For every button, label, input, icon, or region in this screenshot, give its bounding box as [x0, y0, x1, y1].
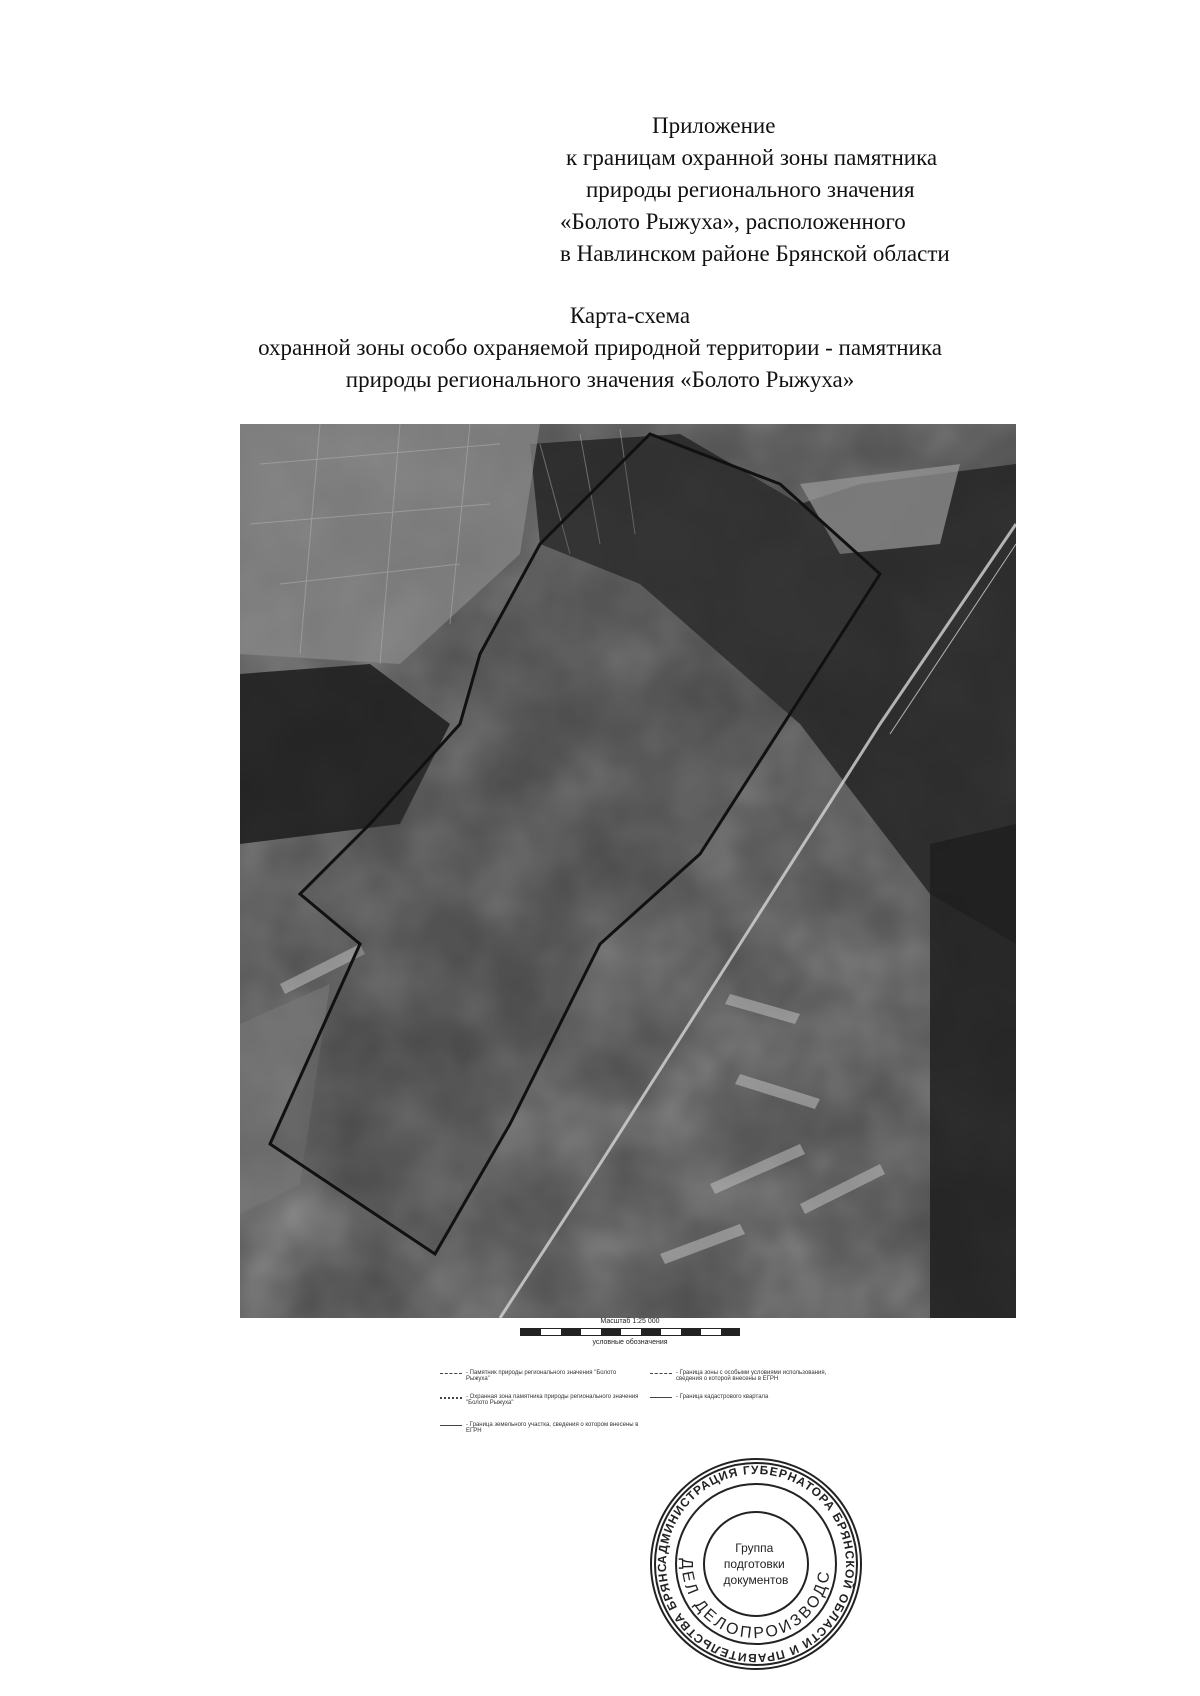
stamp-ring-text: ДЕЛ ДЕЛОПРОИЗВОДС: [677, 1558, 835, 1643]
map-scale: [520, 1318, 740, 1346]
stamp-center-line: документов: [723, 1573, 789, 1587]
legend-line-swatch: [650, 1373, 672, 1374]
stamp-seal: [648, 1456, 864, 1672]
appendix-line: природы регионального значения: [586, 177, 915, 202]
appendix-line: «Болото Рыжуха», расположенного: [560, 209, 906, 234]
legend-text: - Охранная зона памятника природы регионального значения "Болото Рыжуха": [466, 1394, 639, 1406]
legend-line-swatch: [440, 1373, 462, 1374]
satellite-map: [240, 424, 1016, 1318]
legend-text: - Памятник природы регионального значения "Болото Рыжуха": [466, 1370, 617, 1382]
legend-text: - Граница кадастрового квартала: [676, 1394, 769, 1400]
scale-bar: [520, 1328, 740, 1336]
legend-title: условные обозначения: [592, 1339, 668, 1346]
legend-text: - Граница земельного участка, сведения о котором внесены в ЕГРН: [466, 1422, 639, 1434]
appendix-line: в Навлинском районе Брянской области: [560, 241, 950, 266]
office-stamp: [648, 1456, 864, 1672]
legend-item: [650, 1394, 850, 1400]
svg-text:Группа подготовки: [724, 1541, 789, 1587]
stamp-center-line: подготовки: [723, 1557, 785, 1571]
legend-item: [440, 1370, 640, 1382]
legend-line-swatch: [650, 1397, 672, 1398]
legend-item: [440, 1422, 640, 1434]
map-heading: [0, 300, 1200, 396]
appendix-line: к границам охранной зоны памятника: [566, 145, 938, 170]
legend-item: [440, 1394, 640, 1406]
stamp-outer-text: АДМИНИСТРАЦИЯ ГУБЕРНАТОРА БРЯНСКОЙ ОБЛАСТИ И ПРАВИТЕЛЬСТВА БРЯНС: [654, 1462, 858, 1666]
appendix-title: Приложение: [652, 113, 776, 138]
map-image: [240, 424, 1016, 1318]
scale-text: Масштаб 1:25 000: [600, 1318, 660, 1325]
legend-line-swatch: [440, 1425, 462, 1426]
stamp-center-line: Группа: [735, 1541, 774, 1555]
heading-line: охранной зоны особо охраняемой природной территории - памятника: [258, 335, 942, 360]
legend-text: - Граница зоны с особыми условиями использования, сведения о которой внесены в ЕГРН: [676, 1370, 827, 1382]
legend-item: [650, 1370, 850, 1382]
legend-line-swatch: [440, 1397, 462, 1399]
appendix-block: [560, 110, 1120, 270]
heading-line: природы регионального значения «Болото Рыжуха»: [345, 367, 855, 392]
heading-title: Карта-схема: [569, 303, 691, 328]
